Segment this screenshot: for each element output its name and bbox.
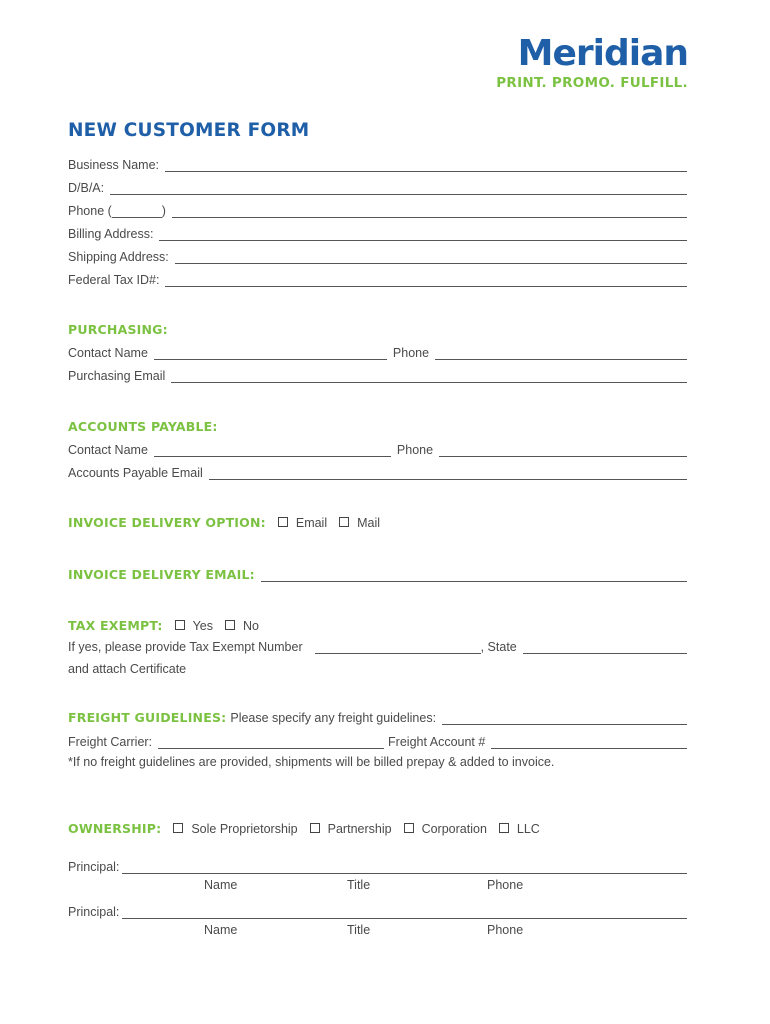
llc-label: LLC: [516, 822, 540, 836]
freight-guidelines-heading: FREIGHT GUIDELINES:: [68, 710, 227, 725]
invoice-delivery-option-heading: INVOICE DELIVERY OPTION:: [68, 515, 266, 530]
purchasing-contact-label: Contact Name: [68, 346, 148, 360]
phone-suffix: ): [161, 204, 166, 218]
invoice-delivery-email-heading: INVOICE DELIVERY EMAIL:: [68, 567, 255, 582]
purchasing-phone-label: Phone: [392, 346, 430, 360]
purchasing-contact-field[interactable]: [154, 347, 387, 360]
no-option-label: No: [242, 619, 259, 633]
principal-2-row: [68, 903, 687, 919]
yes-option-label: Yes: [192, 619, 213, 633]
billing-address-row: [68, 225, 687, 241]
business-name-label: Business Name:: [68, 158, 160, 172]
logo-brand: Meridian: [517, 33, 688, 74]
yes-checkbox[interactable]: [175, 620, 185, 630]
tax-exempt-number-field[interactable]: [315, 641, 481, 654]
principal-2-phone-sublabel: Phone: [487, 923, 524, 937]
dba-field[interactable]: [110, 182, 687, 195]
tax-exempt-heading: TAX EXEMPT:: [68, 618, 163, 633]
freight-carrier-label: Freight Carrier:: [68, 735, 153, 749]
form-title: NEW CUSTOMER FORM: [68, 120, 310, 141]
purchasing-email-row: [68, 367, 687, 383]
purchasing-heading: PURCHASING:: [68, 322, 168, 337]
state-field[interactable]: [523, 641, 687, 654]
ap-contact-label: Contact Name: [68, 443, 148, 457]
phone-field[interactable]: [172, 205, 687, 218]
purchasing-email-label: Purchasing Email: [68, 369, 166, 383]
principal-1-field[interactable]: [122, 861, 687, 874]
mail-checkbox[interactable]: [339, 517, 349, 527]
freight-account-label: Freight Account #: [388, 735, 486, 749]
principal-1-row: [68, 858, 687, 874]
billing-address-field[interactable]: [159, 228, 687, 241]
ap-phone-field[interactable]: [439, 444, 687, 457]
mail-option-label: Mail: [357, 516, 381, 530]
logo-tagline: PRINT. PROMO. FULFILL.: [496, 75, 688, 91]
invoice-delivery-email-field[interactable]: [261, 569, 687, 582]
tax-exempt-row: [68, 618, 259, 633]
sole-proprietorship-checkbox[interactable]: [173, 823, 183, 833]
principal-2-field[interactable]: [122, 906, 687, 919]
freight-carrier-row: [68, 733, 687, 749]
ownership-row: [68, 821, 540, 836]
federal-tax-id-row: [68, 271, 687, 287]
ap-email-row: [68, 464, 687, 480]
dba-row: [68, 179, 687, 195]
ownership-heading: OWNERSHIP:: [68, 821, 162, 836]
invoice-delivery-option-row: [68, 515, 380, 530]
dba-label: D/B/A:: [68, 181, 105, 195]
shipping-address-label: Shipping Address:: [68, 250, 169, 264]
corporation-checkbox[interactable]: [404, 823, 414, 833]
purchasing-email-field[interactable]: [171, 370, 687, 383]
area-code-field[interactable]: [112, 205, 162, 218]
freight-guidelines-row: [68, 709, 687, 725]
sole-proprietorship-label: Sole Proprietorship: [191, 822, 298, 836]
ap-email-field[interactable]: [209, 467, 687, 480]
accounts-payable-heading: ACCOUNTS PAYABLE:: [68, 419, 218, 434]
freight-carrier-field[interactable]: [158, 736, 384, 749]
purchasing-phone-field[interactable]: [435, 347, 687, 360]
tax-exempt-number-label: If yes, please provide Tax Exempt Number: [68, 640, 303, 654]
no-checkbox[interactable]: [225, 620, 235, 630]
freight-account-field[interactable]: [491, 736, 687, 749]
invoice-delivery-email-row: [68, 566, 687, 582]
federal-tax-id-field[interactable]: [165, 274, 687, 287]
email-option-label: Email: [295, 516, 328, 530]
principal-1-name-sublabel: Name: [204, 878, 238, 892]
shipping-address-row: [68, 248, 687, 264]
attach-certificate-text: and attach Certificate: [68, 662, 187, 676]
purchasing-contact-row: [68, 344, 687, 360]
meridian-logo: [496, 34, 688, 91]
phone-row: [68, 202, 687, 218]
tax-exempt-number-row: [68, 638, 687, 654]
business-name-field[interactable]: [165, 159, 687, 172]
corporation-label: Corporation: [421, 822, 487, 836]
principal-2-name-sublabel: Name: [204, 923, 238, 937]
freight-guidelines-prompt: Please specify any freight guidelines:: [230, 711, 437, 725]
llc-checkbox[interactable]: [499, 823, 509, 833]
freight-note: *If no freight guidelines are provided, shipments will be billed prepay & added to invoice.: [68, 755, 555, 769]
business-name-row: [68, 156, 687, 172]
principal-1-title-sublabel: Title: [347, 878, 371, 892]
partnership-label: Partnership: [327, 822, 392, 836]
freight-guidelines-field[interactable]: [442, 712, 687, 725]
phone-prefix: Phone (: [68, 204, 112, 218]
shipping-address-field[interactable]: [175, 251, 687, 264]
federal-tax-id-label: Federal Tax ID#:: [68, 273, 160, 287]
ap-phone-label: Phone: [396, 443, 434, 457]
email-checkbox[interactable]: [278, 517, 288, 527]
principal-2-label: Principal:: [68, 905, 120, 919]
principal-1-phone-sublabel: Phone: [487, 878, 524, 892]
principal-1-label: Principal:: [68, 860, 120, 874]
billing-address-label: Billing Address:: [68, 227, 154, 241]
ap-contact-field[interactable]: [154, 444, 391, 457]
ap-contact-row: [68, 441, 687, 457]
principal-2-title-sublabel: Title: [347, 923, 371, 937]
ap-email-label: Accounts Payable Email: [68, 466, 203, 480]
state-label: , State: [480, 640, 517, 654]
partnership-checkbox[interactable]: [310, 823, 320, 833]
